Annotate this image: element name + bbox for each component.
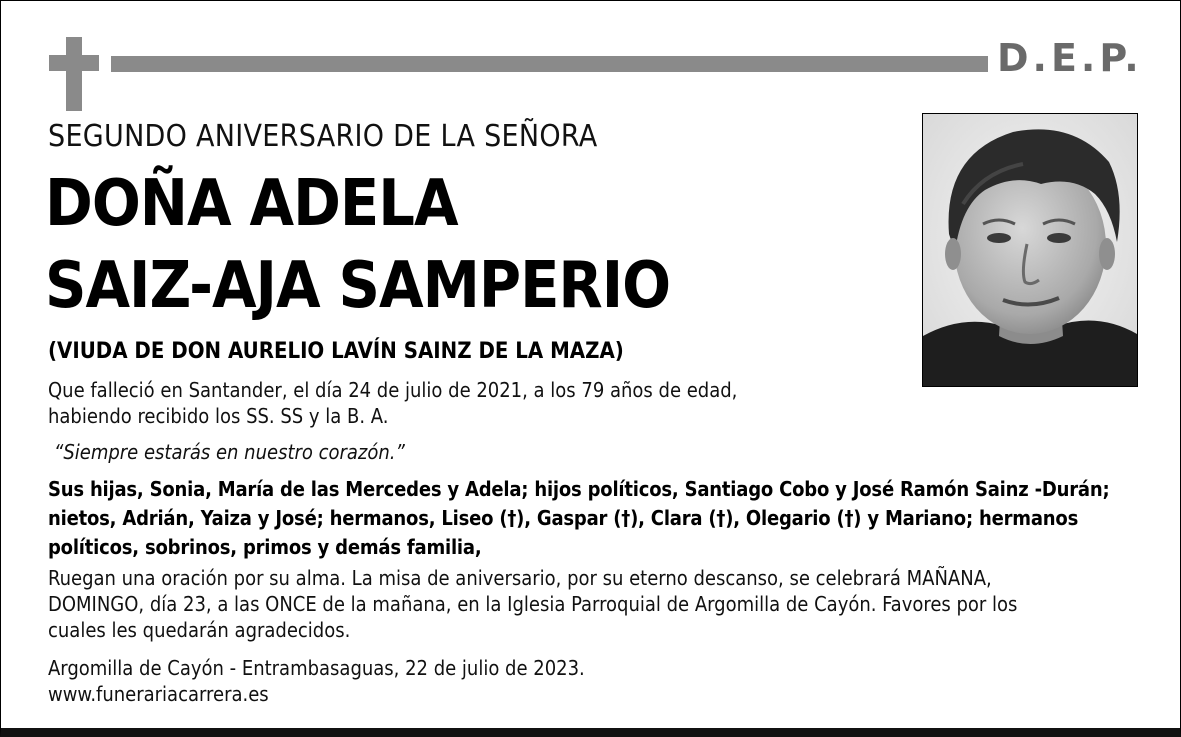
death-details	[48, 377, 737, 429]
dep-label: D.E.P.	[997, 36, 1143, 80]
place-date: Argomilla de Cayón - Entrambasaguas, 22 de julio de 2023.	[48, 656, 585, 680]
mass-line-3: cuales les quedarán agradecidos.	[48, 618, 351, 642]
family-list	[48, 475, 1158, 562]
death-line-1: Que falleció en Santander, el día 24 de julio de 2021, a los 79 años de edad,	[48, 378, 738, 402]
header-rule	[111, 56, 988, 72]
website-link[interactable]: www.funerariacarrera.es	[48, 682, 269, 706]
deceased-name-line2: SAIZ-AJA SAMPERIO	[45, 249, 671, 323]
mass-announcement	[48, 565, 1158, 643]
family-line-1: Sus hijas, Sonia, María de las Mercedes y Adela; hijos políticos, Santiago Cobo y José Ramón Sainz -Durán;	[48, 477, 1110, 501]
portrait-photo	[922, 113, 1138, 387]
footer	[48, 655, 585, 707]
mass-line-2: DOMINGO, día 23, a las ONCE de la mañana, en la Iglesia Parroquial de Argomilla de Cayón. Favores por los	[48, 592, 1018, 616]
family-line-2: nietos, Adrián, Yaiza y José; hermanos, Liseo (†), Gaspar (†), Clara (†), Olegario (†) y Mariano; hermanos	[48, 506, 1079, 530]
deceased-name-line1: DOÑA ADELA	[45, 167, 458, 241]
widow-line: (VIUDA DE DON AURELIO LAVÍN SAINZ DE LA MAZA)	[48, 339, 624, 364]
death-line-2: habiendo recibido los SS. SS y la B. A.	[48, 404, 389, 428]
mass-line-1: Ruegan una oración por su alma. La misa de aniversario, por su eterno descanso, se celebrará MAÑANA,	[48, 566, 992, 590]
anniversary-line: SEGUNDO ANIVERSARIO DE LA SEÑORA	[48, 119, 598, 154]
family-line-3: políticos, sobrinos, primos y demás familia,	[48, 535, 482, 559]
memorial-quote: “Siempre estarás en nuestro corazón.”	[54, 440, 405, 464]
cross-icon	[49, 37, 99, 111]
